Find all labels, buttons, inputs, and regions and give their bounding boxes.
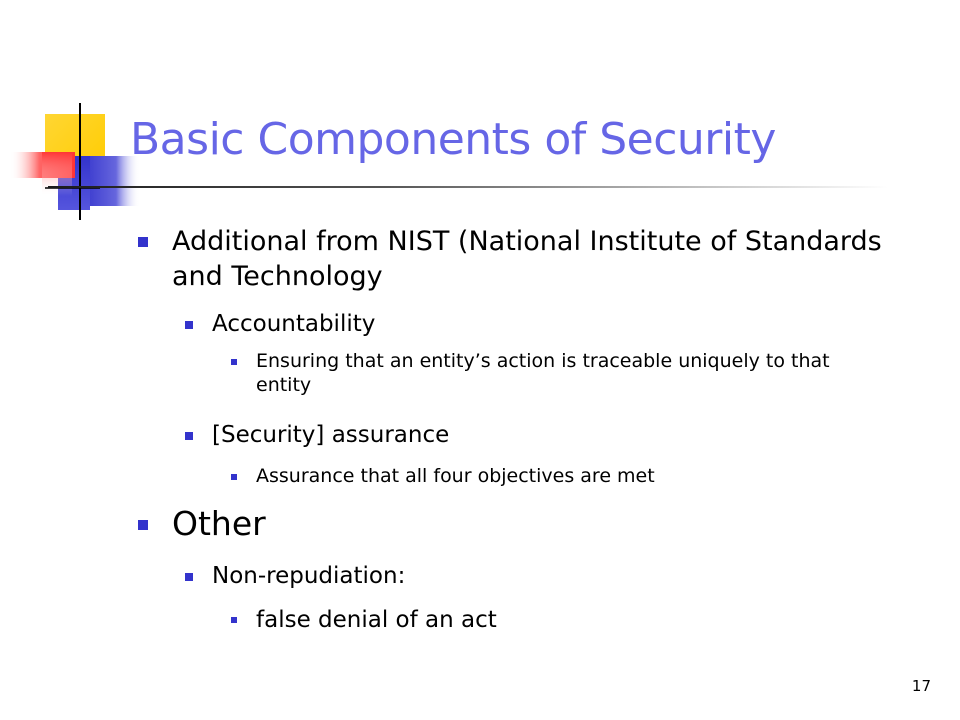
square-bullet-icon [231, 617, 237, 623]
square-bullet-icon [138, 237, 148, 247]
bullet-non-repudiation [212, 561, 872, 591]
bullet-accountability-text: Accountability [212, 311, 376, 337]
bullet-nist-text: Additional from NIST (National Institute of Standards and Technology [172, 226, 882, 292]
bullet-accountability [212, 309, 872, 339]
bullet-nist [172, 224, 892, 294]
bullet-non-repudiation-text: Non-repudiation: [212, 563, 406, 589]
bullet-assurance [212, 420, 872, 450]
title-underline [48, 186, 888, 188]
bullet-other [172, 504, 872, 544]
bullet-assurance-detail-text: Assurance that all four objectives are met [256, 465, 655, 487]
square-bullet-icon [231, 474, 237, 480]
square-bullet-icon [231, 359, 237, 365]
bullet-assurance-detail [256, 464, 886, 488]
logo-red-square [42, 152, 72, 196]
bullet-accountability-detail-text: Ensuring that an entity’s action is traceable uniquely to that entity [256, 350, 830, 396]
bullet-accountability-detail [256, 349, 886, 397]
slide-title: Basic Components of Security [130, 114, 776, 165]
square-bullet-icon [138, 520, 148, 530]
bullet-assurance-text: [Security] assurance [212, 422, 450, 448]
square-bullet-icon [185, 573, 193, 581]
slide-page-number: 17 [911, 677, 931, 695]
bullet-non-repudiation-detail-text: false denial of an act [256, 607, 497, 633]
bullet-other-text: Other [172, 504, 266, 543]
bullet-non-repudiation-detail [256, 605, 886, 635]
square-bullet-icon [185, 432, 193, 440]
slide-logo-graphic [0, 95, 140, 225]
square-bullet-icon [185, 321, 193, 329]
